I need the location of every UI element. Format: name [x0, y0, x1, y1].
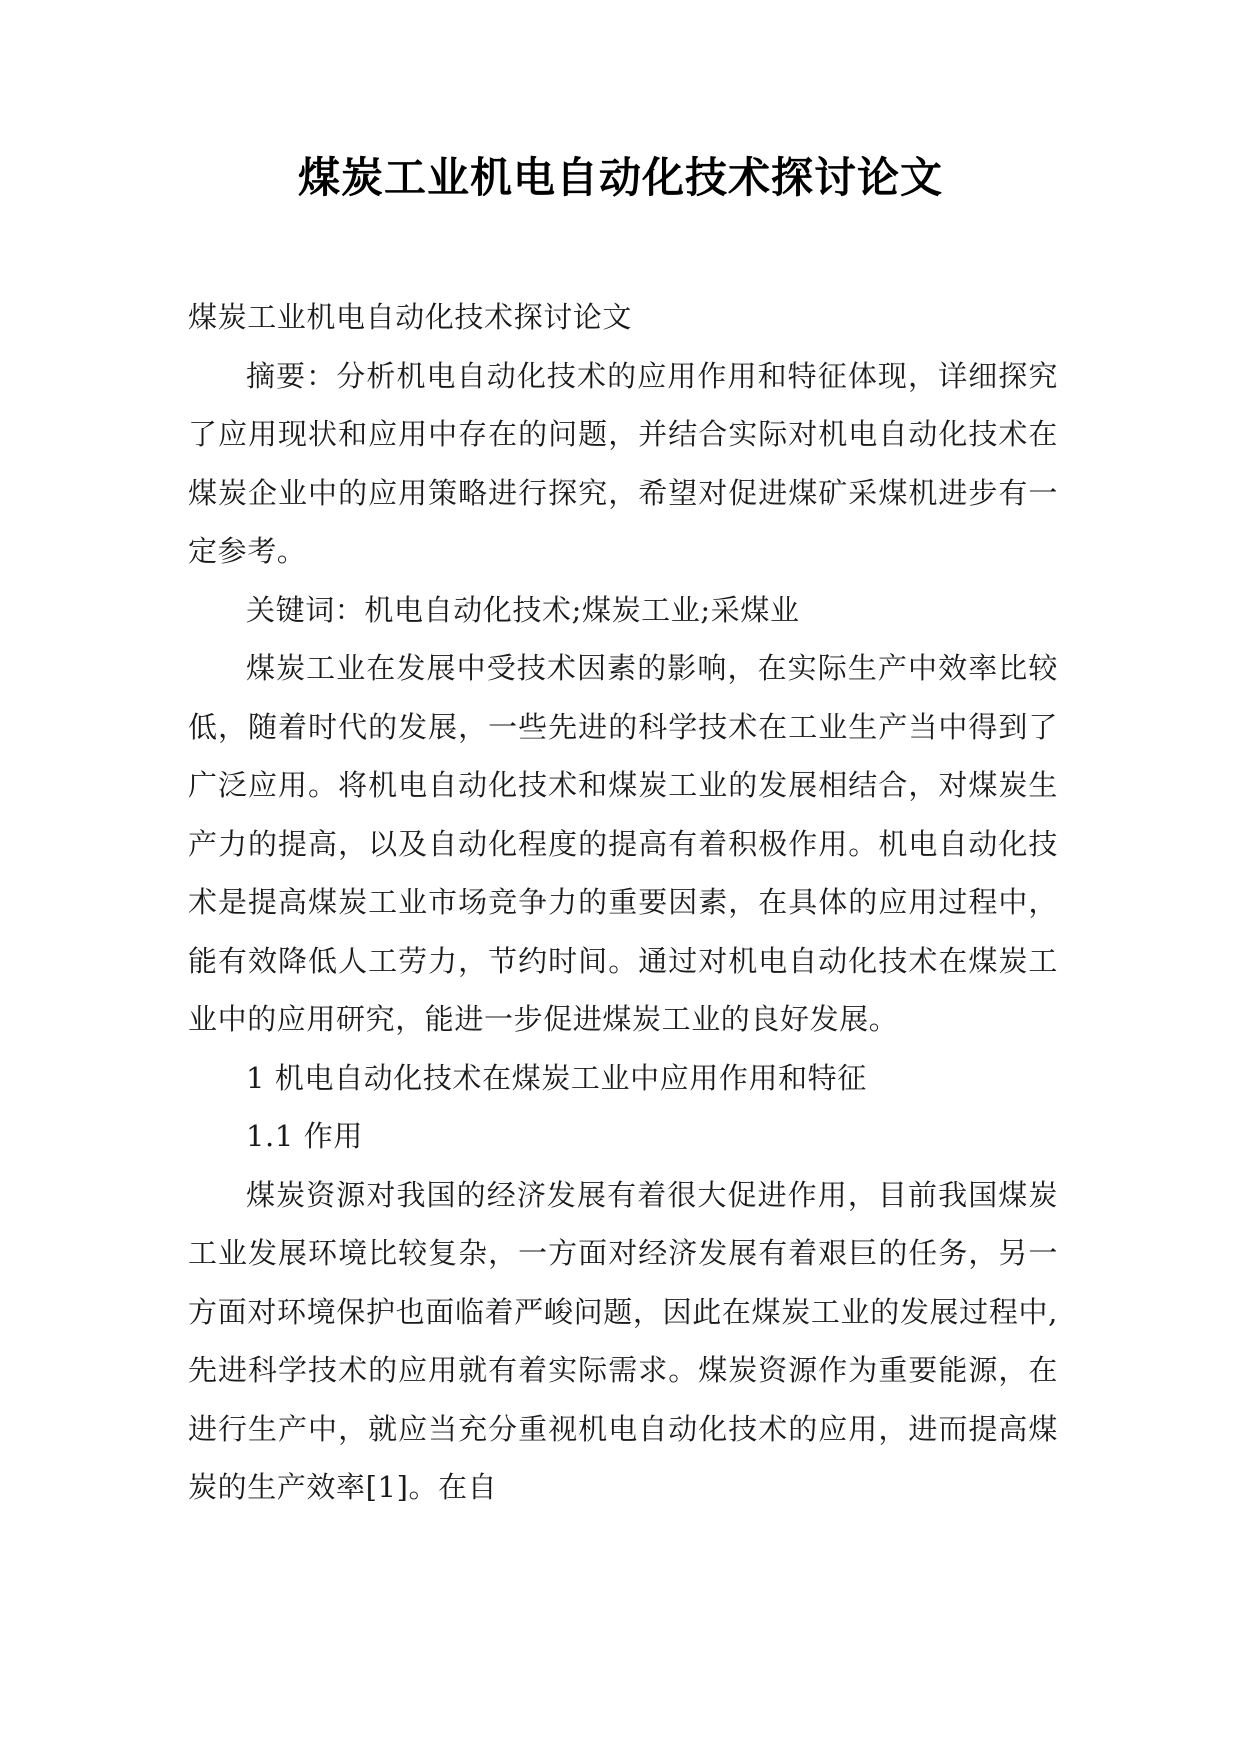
- section-heading-1-1: 1.1 作用: [246, 1119, 363, 1153]
- paragraph-introduction: 煤炭工业在发展中受技术因素的影响，在实际生产中效率比较低，随着时代的发展，一些先进的科学技术在工业生产当中得到了广泛应用。将机电自动化技术和煤炭工业的发展相结合，对煤炭生产力的提高，以及自动化程度的提高有着积极作用。机电自动化技术是提高煤炭工业市场竞争力的重要因素，在具体的应用过程中，能有效降低人工劳力，节约时间。通过对机电自动化技术在煤炭工业中的应用研究，能进一步促进煤炭工业的良好发展。: [188, 651, 1058, 1036]
- document-title: 煤炭工业机电自动化技术探讨论文: [297, 153, 943, 202]
- document-body: [188, 288, 1058, 1517]
- section-heading-1: 1 机电自动化技术在煤炭工业中应用作用和特征: [246, 1060, 867, 1095]
- paragraph-abstract: 摘要：分析机电自动化技术的应用作用和特征体现，详细探究了应用现状和应用中存在的问题，并结合实际对机电自动化技术在煤炭企业中的应用策略进行探究，希望对促进煤矿采煤机进步有一定参考。: [188, 358, 1058, 568]
- paragraph-section-1-1: 煤炭资源对我国的经济发展有着很大促进作用，目前我国煤炭工业发展环境比较复杂，一方面对经济发展有着艰巨的任务，另一方面对环境保护也面临着严峻问题，因此在煤炭工业的发展过程中,先进科学技术的应用就有着实际需求。煤炭资源作为重要能源，在进行生产中，就应当充分重视机电自动化技术的应用，进而提高煤炭的生产效率[1]。在自: [188, 1177, 1058, 1504]
- paragraph-keywords: 关键词：机电自动化技术;煤炭工业;采煤业: [246, 592, 800, 627]
- paragraph-heading-repeat: 煤炭工业机电自动化技术探讨论文: [188, 300, 633, 334]
